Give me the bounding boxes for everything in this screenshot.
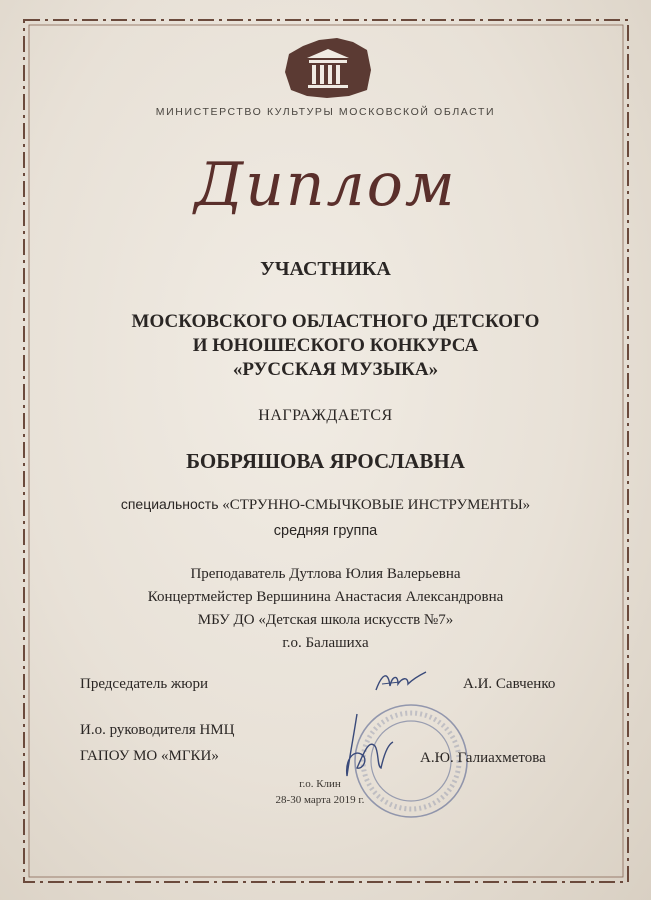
city: г.о. Балашиха — [282, 635, 369, 651]
contest-line: МОСКОВСКОГО ОБЛАСТНОГО ДЕТСКОГО — [131, 311, 540, 332]
age-group: средняя группа — [273, 523, 378, 539]
jury-chair-name: А.И. Савченко — [463, 676, 556, 692]
head-role-line-1: И.о. руководителя НМЦ — [80, 722, 235, 738]
accompanist: Концертмейстер Вершинина Анастасия Александровна — [147, 589, 504, 605]
teacher: Преподаватель Дутлова Юлия Валерьевна — [190, 566, 461, 582]
details-block — [0, 563, 651, 655]
specialty-prefix: специальность — [120, 496, 219, 512]
specialty-value: «СТРУННО-СМЫЧКОВЫЕ ИНСТРУМЕНТЫ» — [222, 497, 531, 513]
event-dates: 28-30 марта 2019 г. — [275, 794, 365, 806]
ministry-logo-icon — [283, 36, 373, 98]
contest-name — [10, 310, 651, 382]
head-role-line-2: ГАПОУ МО «МГКИ» — [80, 748, 219, 764]
head-signature-icon — [335, 710, 395, 780]
chair-signature-icon — [372, 666, 434, 696]
school: МБУ ДО «Детская школа искусств №7» — [197, 612, 454, 628]
diploma-title: Диплом — [194, 150, 457, 220]
awarded-label: НАГРАЖДАЕТСЯ — [258, 407, 393, 424]
contest-line: «РУССКАЯ МУЗЫКА» — [232, 359, 439, 380]
event-place: г.о. Клин — [299, 778, 341, 790]
participant-heading: УЧАСТНИКА — [260, 258, 391, 280]
contest-line: И ЮНОШЕСКОГО КОНКУРСА — [192, 335, 479, 356]
recipient-name: БОБРЯШОВА ЯРОСЛАВНА — [186, 449, 465, 473]
jury-chair-role: Председатель жюри — [80, 676, 209, 692]
ministry-name: МИНИСТЕРСТВО КУЛЬТУРЫ МОСКОВСКОЙ ОБЛАСТИ — [155, 106, 496, 118]
specialty-line — [0, 496, 651, 514]
head-name: А.Ю. Галиахметова — [420, 750, 546, 766]
